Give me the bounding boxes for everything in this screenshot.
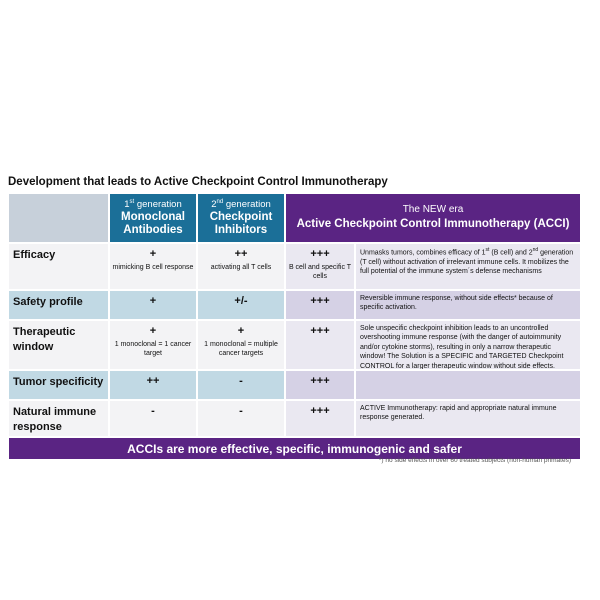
summary-banner: ACCIs are more effective, specific, immunogenic and safer xyxy=(9,438,580,459)
therapeutic-mab: + 1 monoclonal = 1 cancer target xyxy=(110,321,196,369)
row-label-natural-immune-response: Natural immune response xyxy=(9,401,108,436)
header-corner xyxy=(9,194,108,242)
natural-cpi: - xyxy=(198,401,284,436)
row-label-tumor-specificity: Tumor specificity xyxy=(9,371,108,399)
header-monoclonal-antibodies xyxy=(110,194,196,242)
efficacy-description: Unmasks tumors, combines efficacy of 1st (B cell) and 2nd generation (T cell) without activation of irrelevant immune cells. It mobilizes the full potential of the immune system´s defense mechanisms xyxy=(356,244,580,289)
header-name-3: Active Checkpoint Control Immunotherapy (ACCI) xyxy=(296,217,570,230)
page-title: Development that leads to Active Checkpoint Control Immunotherapy xyxy=(8,176,388,188)
specificity-description xyxy=(356,371,580,399)
header-generation-2: 2nd generation xyxy=(211,198,271,210)
header-name-1: Monoclonal Antibodies xyxy=(121,210,185,237)
therapeutic-cpi: + 1 monoclonal = multiple cancer targets xyxy=(198,321,284,369)
therapeutic-description: Sole unspecific checkpoint inhibition leads to an uncontrolled overshooting immune response (with the danger of autoimmunity and/or cytokine storms), resulting in only a narrow therapeutic window! The Solution is a SPECIFIC and TARGETED Checkpoint CONTROL for a larger therapeutic window without side effects. xyxy=(356,321,580,369)
header-era: The NEW era xyxy=(402,204,464,216)
efficacy-acci: +++ B cell and specific T cells xyxy=(286,244,354,289)
header-checkpoint-inhibitors xyxy=(198,194,284,242)
row-label-safety: Safety profile xyxy=(9,291,108,319)
row-label-efficacy: Efficacy xyxy=(9,244,108,289)
natural-description: ACTIVE Immunotherapy: rapid and appropriate natural immune response generated. xyxy=(356,401,580,436)
natural-mab: - xyxy=(110,401,196,436)
therapeutic-acci: +++ xyxy=(286,321,354,369)
specificity-mab: ++ xyxy=(110,371,196,399)
efficacy-cpi: ++ activating all T cells xyxy=(198,244,284,289)
safety-cpi: +/- xyxy=(198,291,284,319)
safety-acci: +++ xyxy=(286,291,354,319)
safety-mab: + xyxy=(110,291,196,319)
efficacy-mab: + mimicking B cell response xyxy=(110,244,196,289)
natural-acci: +++ xyxy=(286,401,354,436)
header-name-2: Checkpoint Inhibitors xyxy=(209,210,273,237)
safety-description: Reversible immune response, without side effects* because of specific activation. xyxy=(356,291,580,319)
specificity-cpi: - xyxy=(198,371,284,399)
footnote: *) no side effects in over 60 treated subjects (non-human primates) xyxy=(378,457,571,464)
row-label-therapeutic-window: Therapeutic window xyxy=(9,321,108,369)
comparison-table xyxy=(9,194,572,459)
specificity-acci: +++ xyxy=(286,371,354,399)
header-generation-1: 1st generation xyxy=(124,198,182,210)
header-acci xyxy=(286,194,580,242)
